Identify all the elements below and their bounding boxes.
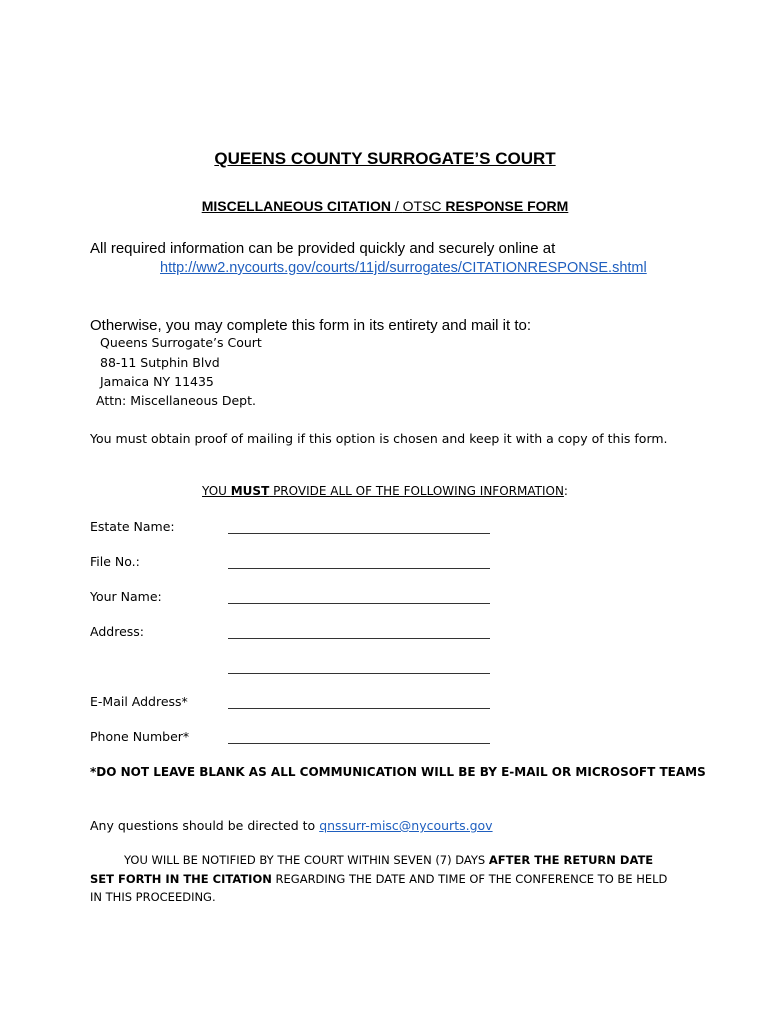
- address-line-court: Queens Surrogate’s Court: [100, 335, 262, 350]
- address-line-city: Jamaica NY 11435: [100, 374, 214, 389]
- notification-notice: [90, 851, 670, 907]
- required-info-heading: [0, 484, 770, 498]
- online-response-link[interactable]: http://ww2.nycourts.gov/courts/11jd/surrogates/CITATIONRESPONSE.shtml: [160, 260, 647, 276]
- must-suffix: PROVIDE ALL OF THE FOLLOWING INFORMATION: [269, 484, 564, 498]
- must-prefix: YOU: [202, 484, 231, 498]
- subtitle-separator: /: [390, 198, 403, 214]
- must-colon: :: [563, 484, 568, 498]
- your-name-field[interactable]: [228, 603, 490, 604]
- address-line-attn: Attn: Miscellaneous Dept.: [96, 393, 256, 408]
- contact-warning: *DO NOT LEAVE BLANK AS ALL COMMUNICATION WILL BE BY E-MAIL OR MICROSOFT TEAMS: [90, 765, 706, 779]
- address-field-line-1[interactable]: [228, 638, 490, 639]
- address-field-line-2[interactable]: [228, 673, 490, 674]
- email-address-field[interactable]: [228, 708, 490, 709]
- estate-name-label: Estate Name:: [90, 519, 175, 534]
- notice-text-2: REGARDING THE DATE AND TIME OF THE CONFERENCE TO BE HELD IN THIS PROCEEDING.: [90, 871, 668, 904]
- intro-text: All required information can be provided quickly and securely online at: [90, 240, 556, 257]
- questions-line: [90, 818, 493, 833]
- phone-number-label: Phone Number*: [90, 729, 190, 744]
- subtitle-response-form: RESPONSE FORM: [441, 198, 569, 214]
- subtitle-citation: MISCELLANEOUS CITATION: [201, 198, 391, 214]
- your-name-label: Your Name:: [90, 589, 162, 604]
- file-no-field[interactable]: [228, 568, 490, 569]
- questions-prefix: Any questions should be directed to: [90, 818, 320, 833]
- form-subtitle: [0, 198, 770, 214]
- proof-of-mailing-note: You must obtain proof of mailing if this option is chosen and keep it with a copy of this form.: [90, 431, 668, 446]
- file-no-label: File No.:: [90, 554, 140, 569]
- address-line-street: 88-11 Sutphin Blvd: [100, 355, 220, 370]
- subtitle-otsc: OTSC: [402, 198, 442, 214]
- address-label: Address:: [90, 624, 144, 639]
- notice-text-1: YOU WILL BE NOTIFIED BY THE COURT WITHIN SEVEN (7) DAYS: [124, 853, 489, 867]
- court-title: QUEENS COUNTY SURROGATE’S COURT: [214, 149, 556, 168]
- questions-email-link[interactable]: qnssurr-misc@nycourts.gov: [319, 818, 493, 833]
- must-emphasis: MUST: [230, 484, 270, 498]
- phone-number-field[interactable]: [228, 743, 490, 744]
- notice-emphasis: AFTER THE RETURN DATE SET FORTH IN THE CITATION: [90, 853, 654, 886]
- mail-instructions: Otherwise, you may complete this form in its entirety and mail it to:: [90, 317, 531, 334]
- email-address-label: E-Mail Address*: [90, 694, 188, 709]
- estate-name-field[interactable]: [228, 533, 490, 534]
